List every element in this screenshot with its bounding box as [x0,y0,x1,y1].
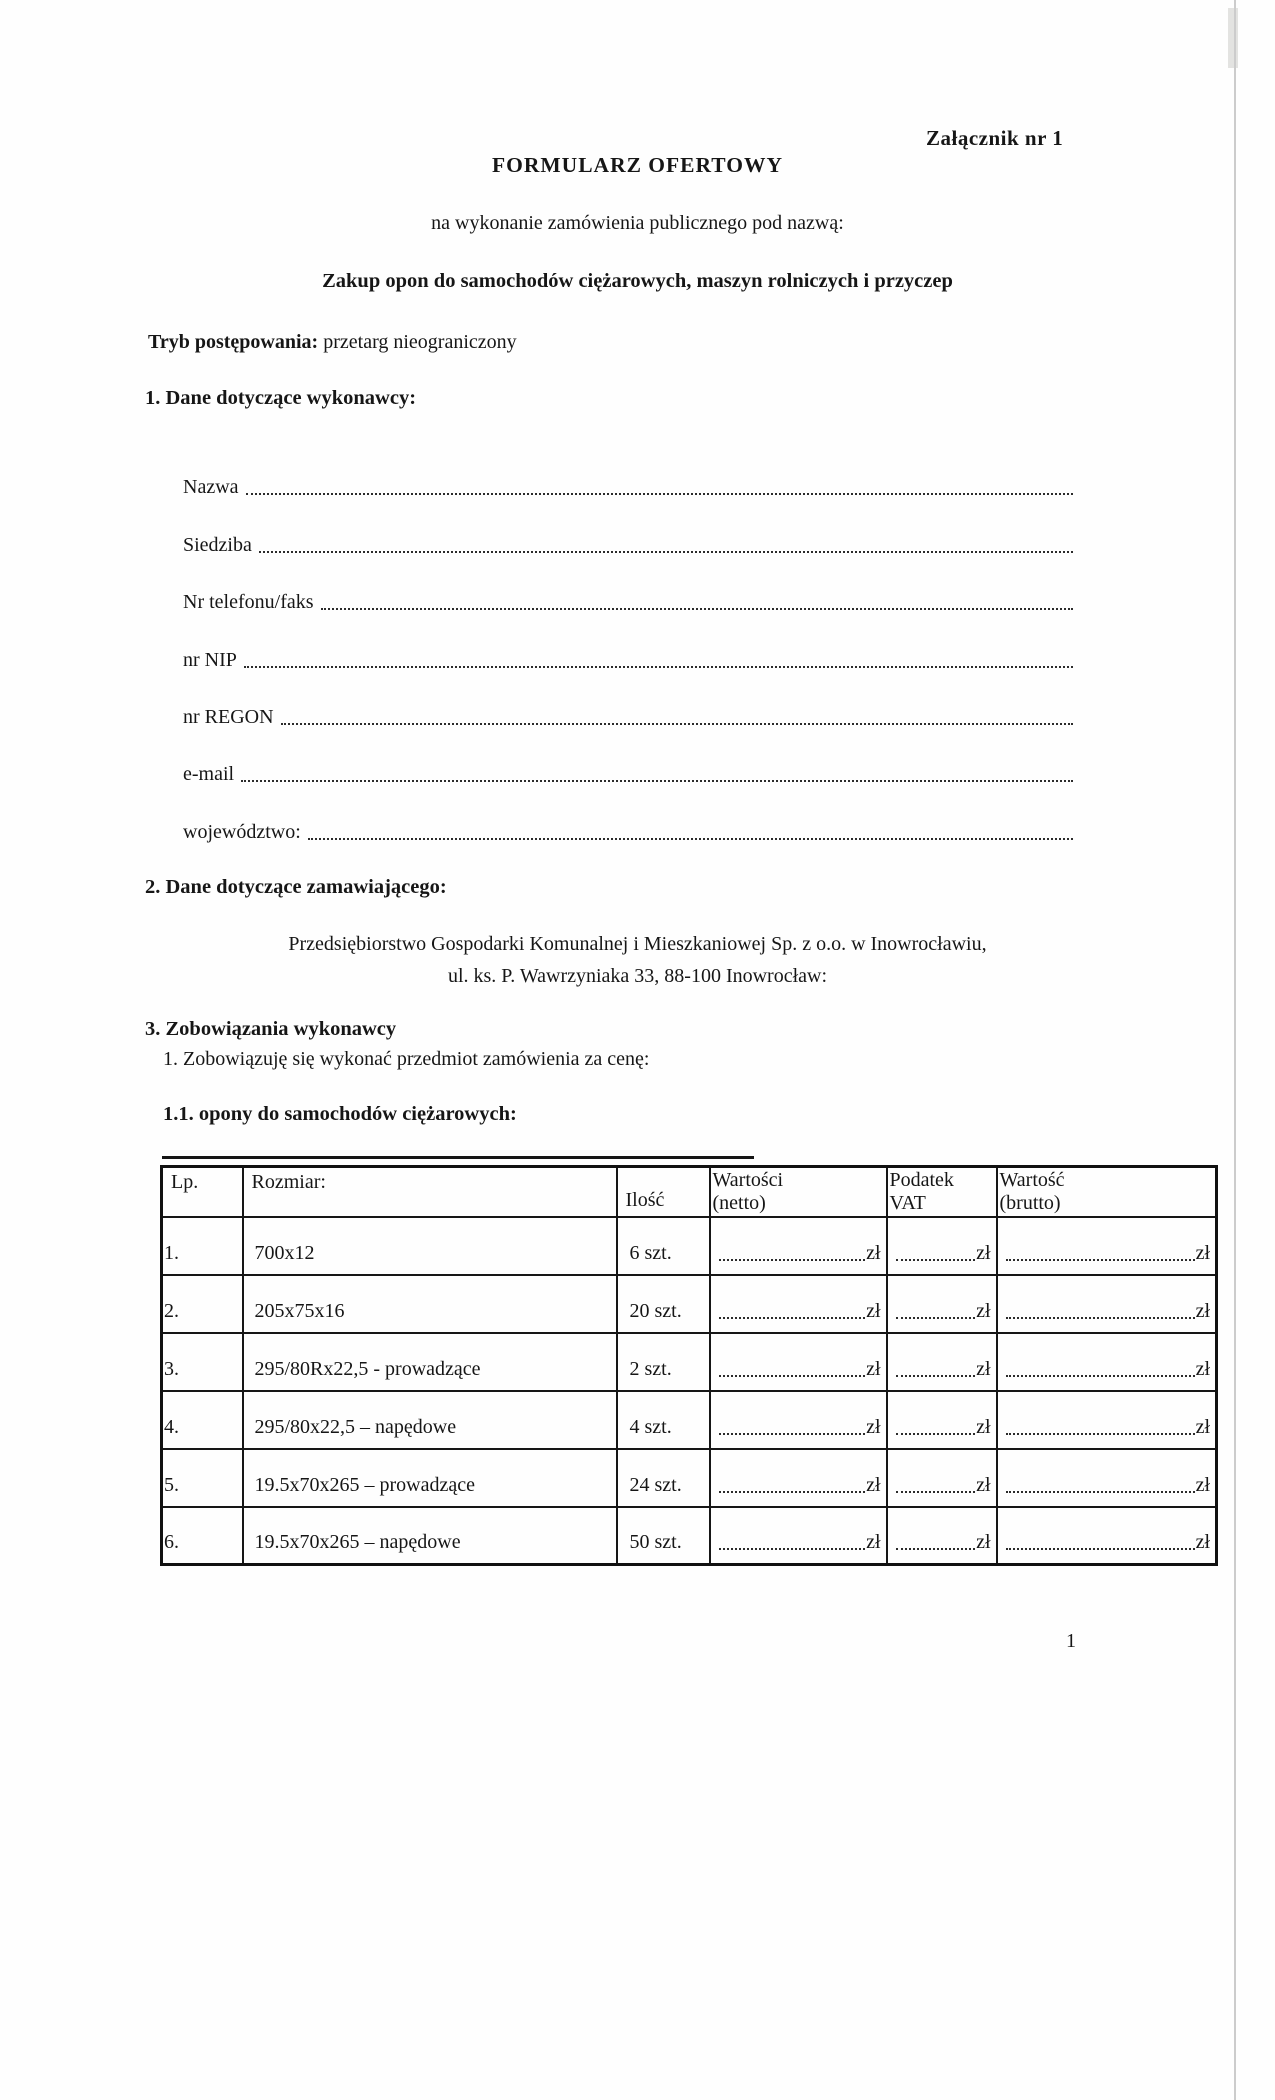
dotted-fill-line [1006,1259,1195,1261]
form-field-label: Siedziba [183,533,252,556]
document-title: FORMULARZ OFERTOWY [492,153,783,177]
currency-suffix: zł [866,1299,881,1322]
dotted-fill-line [719,1375,866,1377]
cell-netto [710,1391,887,1449]
form-field-row [183,614,1075,671]
cell-lp: 5. [162,1449,243,1507]
currency-suffix: zł [866,1531,881,1553]
section3-heading: 3. Zobowiązania wykonawcy [145,1018,397,1040]
currency-suffix: zł [976,1473,991,1496]
dotted-fill-line [244,666,1073,668]
cell-ilosc: 50 szt. [617,1507,710,1565]
cell-brutto [997,1449,1217,1507]
page-number: 1 [1066,1630,1076,1652]
header-netto [710,1167,887,1217]
dotted-fill-line [719,1491,866,1493]
cell-ilosc: 24 szt. [617,1449,710,1507]
currency-suffix: zł [866,1357,881,1380]
scan-smudge [1228,8,1238,68]
currency-suffix: zł [1195,1531,1210,1553]
cell-netto [710,1449,887,1507]
order-name: Zakup opon do samochodów ciężarowych, maszyn rolniczych i przyczep [322,270,953,292]
header-vat-line1: Podatek [889,1168,954,1191]
dotted-fill-line [896,1317,976,1319]
table-header-row [162,1167,1217,1217]
dotted-fill-line [896,1375,976,1377]
currency-suffix: zł [866,1473,881,1496]
table-row [162,1507,1217,1565]
cell-lp: 2. [162,1275,243,1333]
currency-suffix: zł [976,1415,991,1438]
dotted-fill-line [1006,1491,1195,1493]
dotted-fill-line [896,1491,976,1493]
procedure-line [148,331,517,354]
dotted-fill-line [1006,1433,1195,1435]
form-field-row [183,499,1075,556]
dotted-fill-line [719,1433,866,1435]
dotted-fill-line [1006,1317,1195,1319]
form-field-label: województwo: [183,820,301,843]
dotted-fill-line [321,608,1073,610]
dotted-fill-line [308,838,1073,840]
currency-suffix: zł [866,1241,881,1264]
header-netto-line2: (netto) [712,1191,766,1214]
form-field-row [183,557,1075,614]
cell-rozmiar: 19.5x70x265 – prowadzące [243,1449,617,1507]
cell-rozmiar: 19.5x70x265 – napędowe [243,1507,617,1565]
cell-netto [710,1507,887,1565]
cell-brutto [997,1333,1217,1391]
cell-vat [887,1391,997,1449]
dotted-fill-line [896,1259,976,1261]
cell-ilosc: 2 szt. [617,1333,710,1391]
dotted-fill-line [719,1259,866,1261]
cell-rozmiar: 700x12 [243,1217,617,1275]
header-netto-line1: Wartości [712,1168,784,1191]
scanner-edge-line [1234,0,1236,2100]
cell-rozmiar: 295/80Rx22,5 - prowadzące [243,1333,617,1391]
dotted-fill-line [281,723,1073,725]
cell-brutto [997,1217,1217,1275]
dotted-fill-line [896,1548,976,1550]
dotted-fill-line [241,780,1073,782]
header-vat [887,1167,997,1217]
header-brutto-line2: (brutto) [999,1191,1061,1214]
header-brutto [997,1167,1217,1217]
cell-lp: 1. [162,1217,243,1275]
dotted-fill-line [259,551,1073,553]
header-ilosc: Ilość [617,1167,710,1217]
currency-suffix: zł [976,1299,991,1322]
cell-netto [710,1275,887,1333]
cell-netto [710,1217,887,1275]
attachment-number-label: Załącznik nr 1 [926,126,1064,150]
cell-vat [887,1449,997,1507]
currency-suffix: zł [976,1531,991,1553]
section1-heading: 1. Dane dotyczące wykonawcy: [145,387,417,409]
buyer-address-line: ul. ks. P. Wawrzyniaka 33, 88-100 Inowrocław: [447,965,828,987]
cell-ilosc: 6 szt. [617,1217,710,1275]
form-field-row [183,672,1075,729]
table-row [162,1391,1217,1449]
cell-brutto [997,1507,1217,1565]
currency-suffix: zł [1195,1415,1210,1438]
procedure-value: przetarg nieograniczony [323,331,517,353]
currency-suffix: zł [976,1241,991,1264]
form-field-row [183,729,1075,786]
cell-ilosc: 4 szt. [617,1391,710,1449]
dotted-fill-line [1006,1375,1195,1377]
cell-vat [887,1217,997,1275]
cell-lp: 6. [162,1507,243,1565]
cell-vat [887,1333,997,1391]
dotted-fill-line [719,1548,866,1550]
form-field-label: Nr telefonu/faks [183,591,314,614]
section3-item1: 1. Zobowiązuję się wykonać przedmiot zamówienia za cenę: [163,1048,650,1070]
header-vat-line2: VAT [889,1191,926,1214]
dotted-fill-line [896,1433,976,1435]
cell-ilosc: 20 szt. [617,1275,710,1333]
form-field-label: nr REGON [183,705,274,728]
contractor-fields-list [183,442,1075,844]
cell-brutto [997,1391,1217,1449]
form-field-label: Nazwa [183,476,239,499]
dotted-fill-line [719,1317,866,1319]
buyer-name-line: Przedsiębiorstwo Gospodarki Komunalnej i Mieszkaniowej Sp. z o.o. w Inowrocławiu, [288,933,987,955]
currency-suffix: zł [1195,1299,1210,1322]
document-subtitle: na wykonanie zamówienia publicznego pod nazwą: [431,212,844,234]
cell-lp: 3. [162,1333,243,1391]
section3-subheading: 1.1. opony do samochodów ciężarowych: [163,1103,517,1125]
header-rozmiar: Rozmiar: [243,1167,617,1217]
form-field-row [183,786,1075,843]
scan-artifact-bar [162,1156,754,1159]
cell-vat [887,1507,997,1565]
currency-suffix: zł [1195,1473,1210,1496]
cell-rozmiar: 205x75x16 [243,1275,617,1333]
cell-vat [887,1275,997,1333]
cell-netto [710,1333,887,1391]
cell-brutto [997,1275,1217,1333]
price-table [160,1165,1218,1566]
procedure-label: Tryb postępowania: [148,331,319,353]
header-lp: Lp. [162,1167,243,1217]
currency-suffix: zł [976,1357,991,1380]
form-field-row [183,442,1075,499]
currency-suffix: zł [866,1415,881,1438]
form-field-label: nr NIP [183,648,237,671]
table-row [162,1275,1217,1333]
currency-suffix: zł [1195,1241,1210,1264]
cell-rozmiar: 295/80x22,5 – napędowe [243,1391,617,1449]
table-row [162,1333,1217,1391]
form-field-label: e-mail [183,763,235,786]
currency-suffix: zł [1195,1357,1210,1380]
section2-heading: 2. Dane dotyczące zamawiającego: [145,876,447,898]
table-row [162,1217,1217,1275]
header-brutto-line1: Wartość [999,1168,1065,1191]
dotted-fill-line [246,493,1073,495]
dotted-fill-line [1006,1548,1195,1550]
table-row [162,1449,1217,1507]
cell-lp: 4. [162,1391,243,1449]
